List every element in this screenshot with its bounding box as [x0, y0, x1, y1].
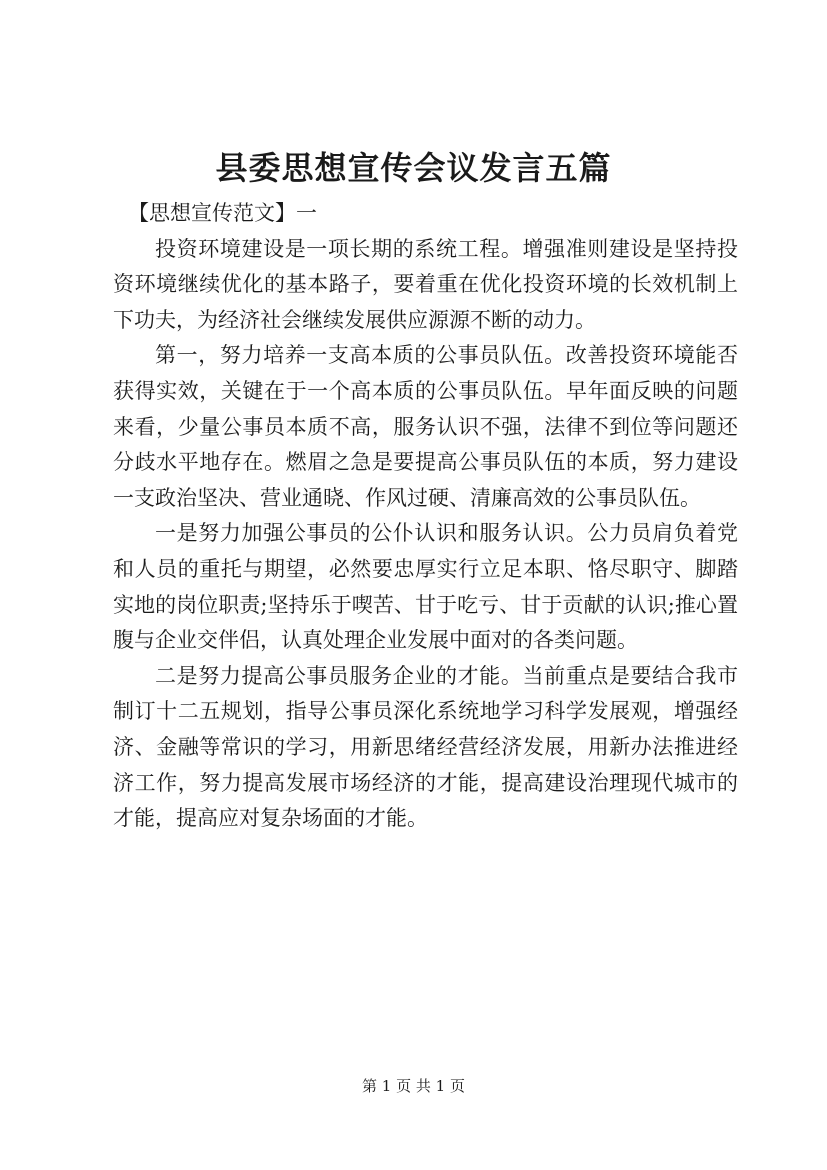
paragraph-4: 二是努力提高公事员服务企业的才能。当前重点是要结合我市制订十二五规划，指导公事员深化系统地学习科学发展观，增强经济、金融等常识的学习，用新思绪经营经济发展，用新办法推进经济工作，努力提高发展市场经济的才能，提高建设治理现代城市的才能，提高应对复杂场面的才能。: [113, 663, 738, 831]
section-heading: 【思想宣传范文】一: [128, 201, 317, 225]
document-title: 县委思想宣传会议发言五篇: [215, 149, 612, 187]
paragraph-2: 第一，努力培养一支高本质的公事员队伍。改善投资环境能否获得实效，关键在于一个高本质的公事员队伍。早年面反映的问题来看，少量公事员本质不高，服务认识不强，法律不到位等问题还分歧水平地存在。燃眉之急是要提高公事员队伍的本质，努力建设一支政治坚决、营业通晓、作风过硬、清廉高效的公事员队伍。: [113, 343, 738, 510]
page-footer: 第 1 页 共 1 页: [362, 1077, 465, 1095]
paragraph-1: 投资环境建设是一项长期的系统工程。增强准则建设是坚持投资环境继续优化的基本路子，要着重在优化投资环境的长效机制上下功夫，为经济社会继续发展供应源源不断的动力。: [113, 236, 738, 332]
paragraph-3: 一是努力加强公事员的公仆认识和服务认识。公力员肩负着党和人员的重托与期望，必然要忠厚实行立足本职、恪尽职守、脚踏实地的岗位职责;坚持乐于喫苦、甘于吃亏、甘于贡献的认识;推心置腹与企业交伴侣，认真处理企业发展中面对的各类问题。: [113, 521, 738, 653]
document-body: [113, 196, 738, 837]
